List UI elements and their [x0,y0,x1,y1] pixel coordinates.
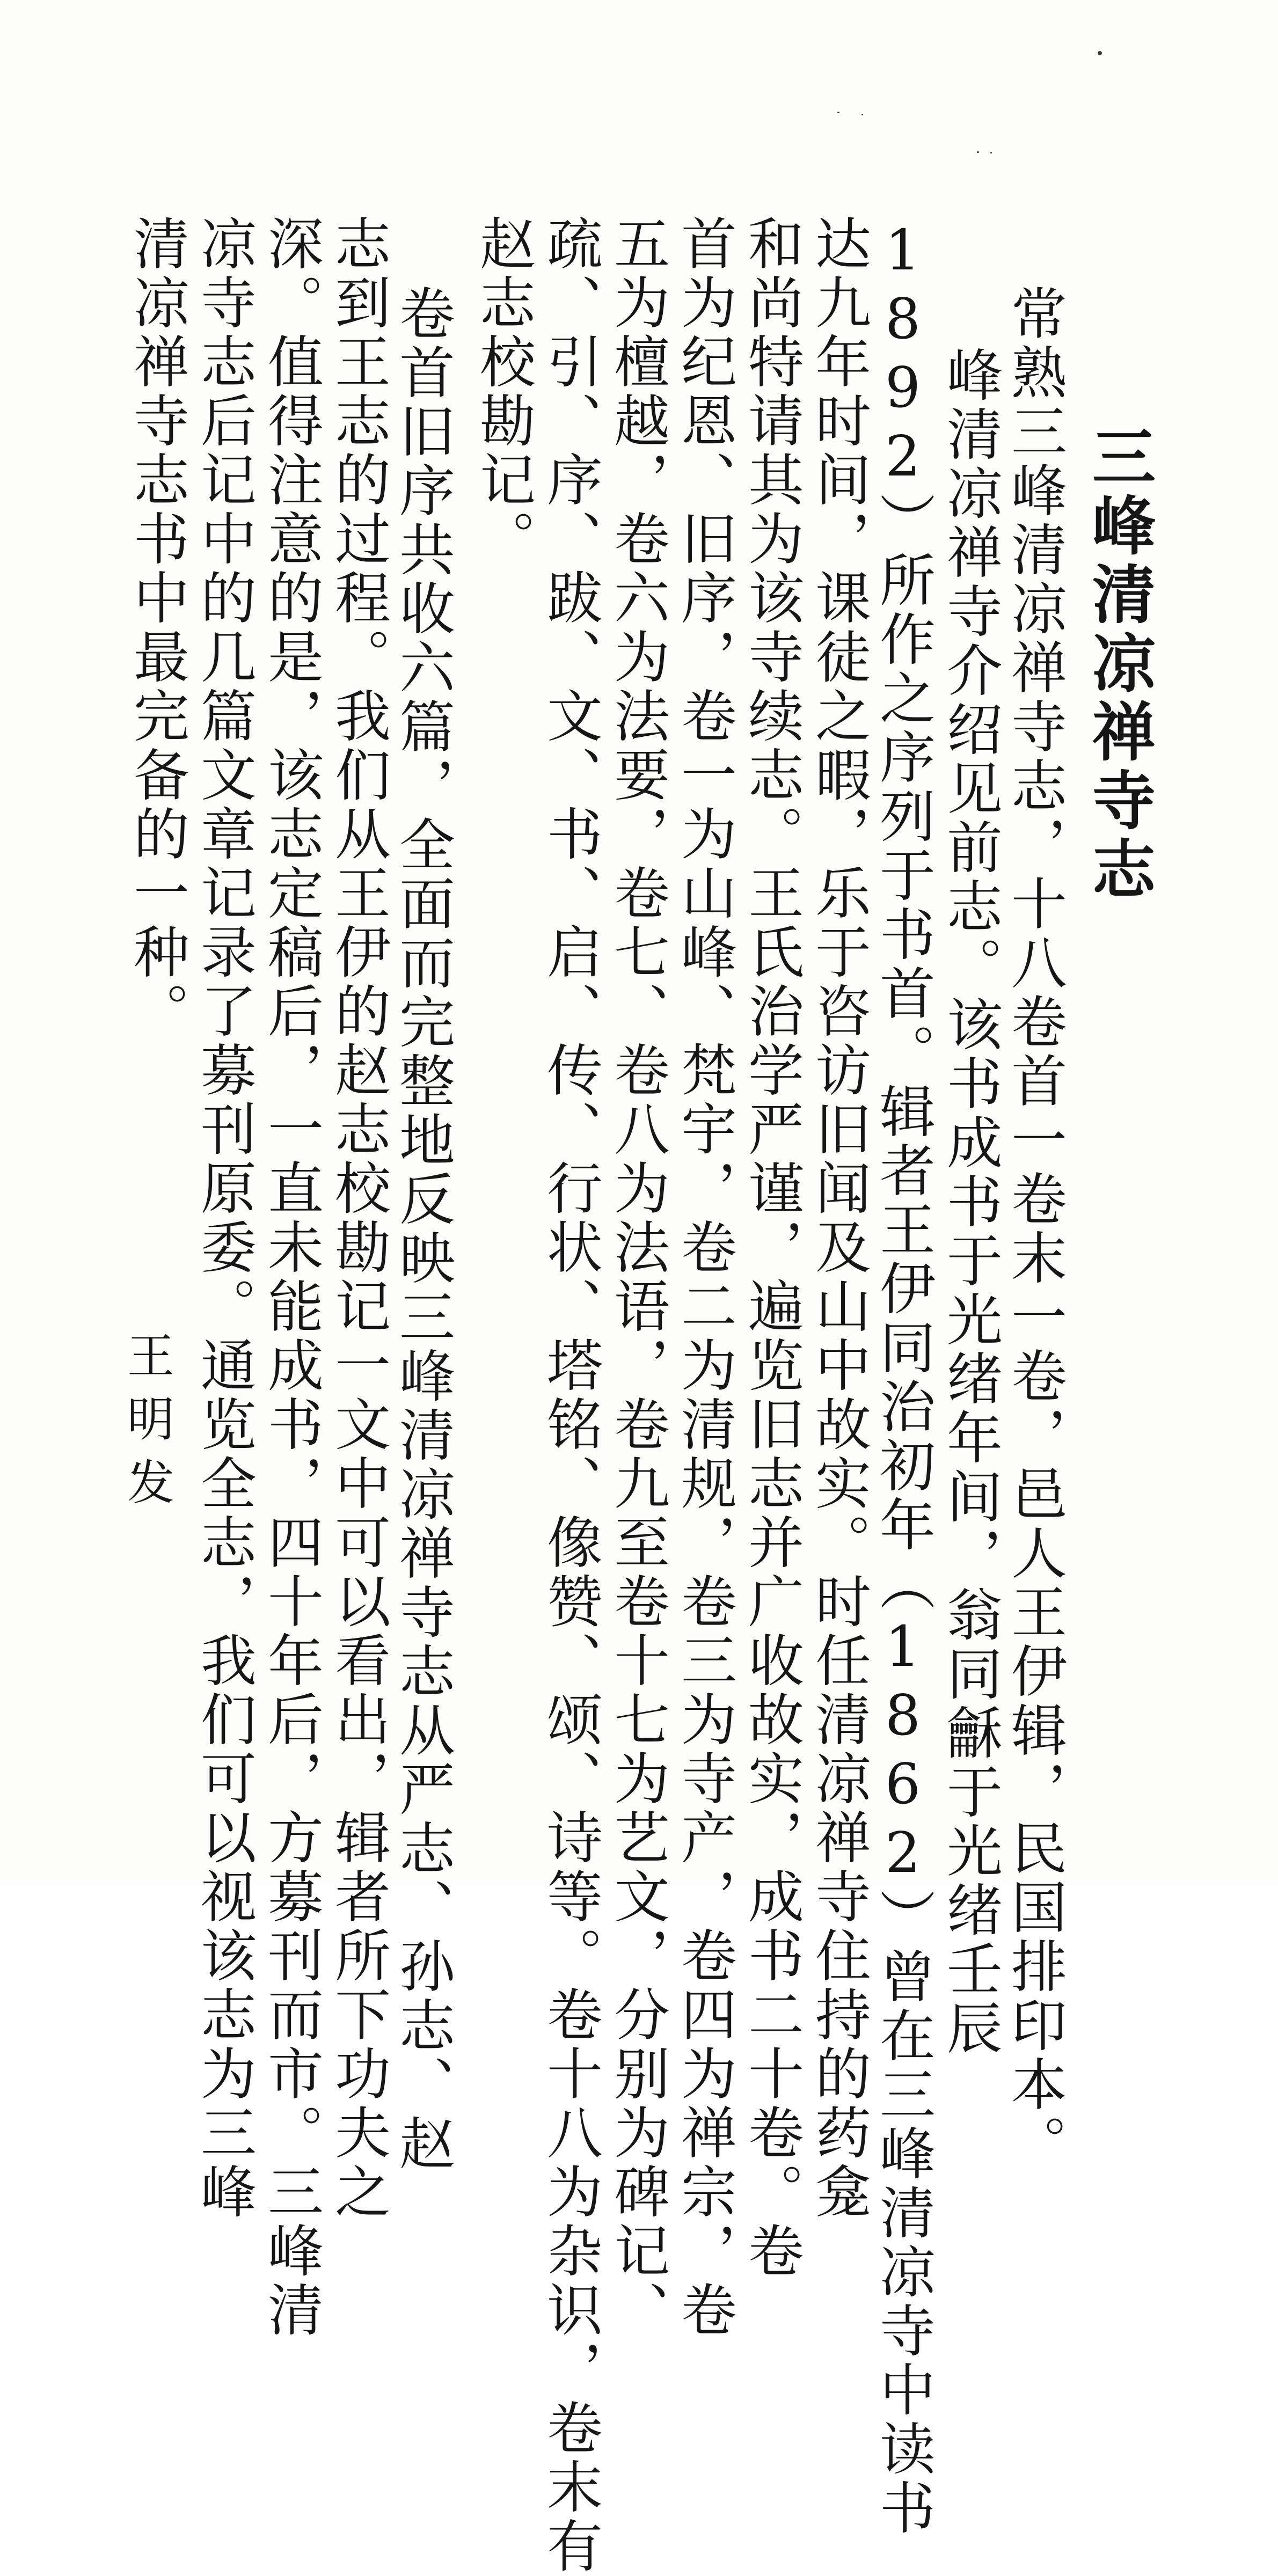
text-column-11: 志到王志的过程。我们从王伊的赵志校勘记一文中可以看出，辑者所下功夫之 [325,215,391,2222]
text-column-14: 清凉禅寺志书中最完备的一种。 [124,215,189,1041]
text-column-10: 卷首旧序共收六篇，全面而完整地反映三峰清凉禅寺志从严志、孙志、赵 [390,284,455,2174]
scan-speck [1098,51,1102,55]
text-column-8: 疏、引、序、跋、文、书、启、传、行状、塔铭、像赞、颂、诗等。卷十八为杂识，卷末有 [537,215,603,2576]
scan-speck [837,112,839,113]
scan-speck [861,114,863,115]
scan-speck [990,152,992,153]
page-title: 三峰清凉禅寺志 [1082,424,1156,905]
text-column-9: 赵志校勘记。 [470,215,536,569]
scan-speck [977,151,979,153]
text-column-2: 峰清凉禅寺介绍见前志。该书成书于光绪年间，翁同龢于光绪壬辰 [937,346,1003,2058]
text-column-13: 凉寺志后记中的几篇文章记录了募刊原委。通览全志，我们可以视该志为三峰 [191,215,257,2222]
text-column-6: 首为纪恩、旧序，卷一为山峰、梵宇，卷二为清规，卷三为寺产，卷四为禅宗，卷 [671,215,737,2340]
author-signature: 王明发 [120,1331,175,1521]
text-column-7: 五为檀越，卷六为法要，卷七、卷八为法语，卷九至卷十七为艺文，分别为碑记、 [604,215,670,2340]
text-column-12: 深。值得注意的是，该志定稿后，一直未能成书，四十年后，方募刊而市。三峰清 [258,215,324,2340]
text-column-1: 常熟三峰清凉禅寺志，十八卷首一卷末一卷，邑人王伊辑，民国排印本。 [1002,284,1067,2174]
text-column-3: 1892）所作之序列于书首。辑者王伊同治初年（1862）曾在三峰清凉寺中读书 [870,217,936,2538]
text-column-4: 达九年时间，课徒之暇，乐于咨访旧闻及山中故实。时任清凉禅寺住持的药龛 [806,215,871,2222]
text-column-5: 和尚特请其为该寺续志。王氏治学严谨，遍览旧志并广收故实，成书二十卷。卷 [739,215,804,2281]
